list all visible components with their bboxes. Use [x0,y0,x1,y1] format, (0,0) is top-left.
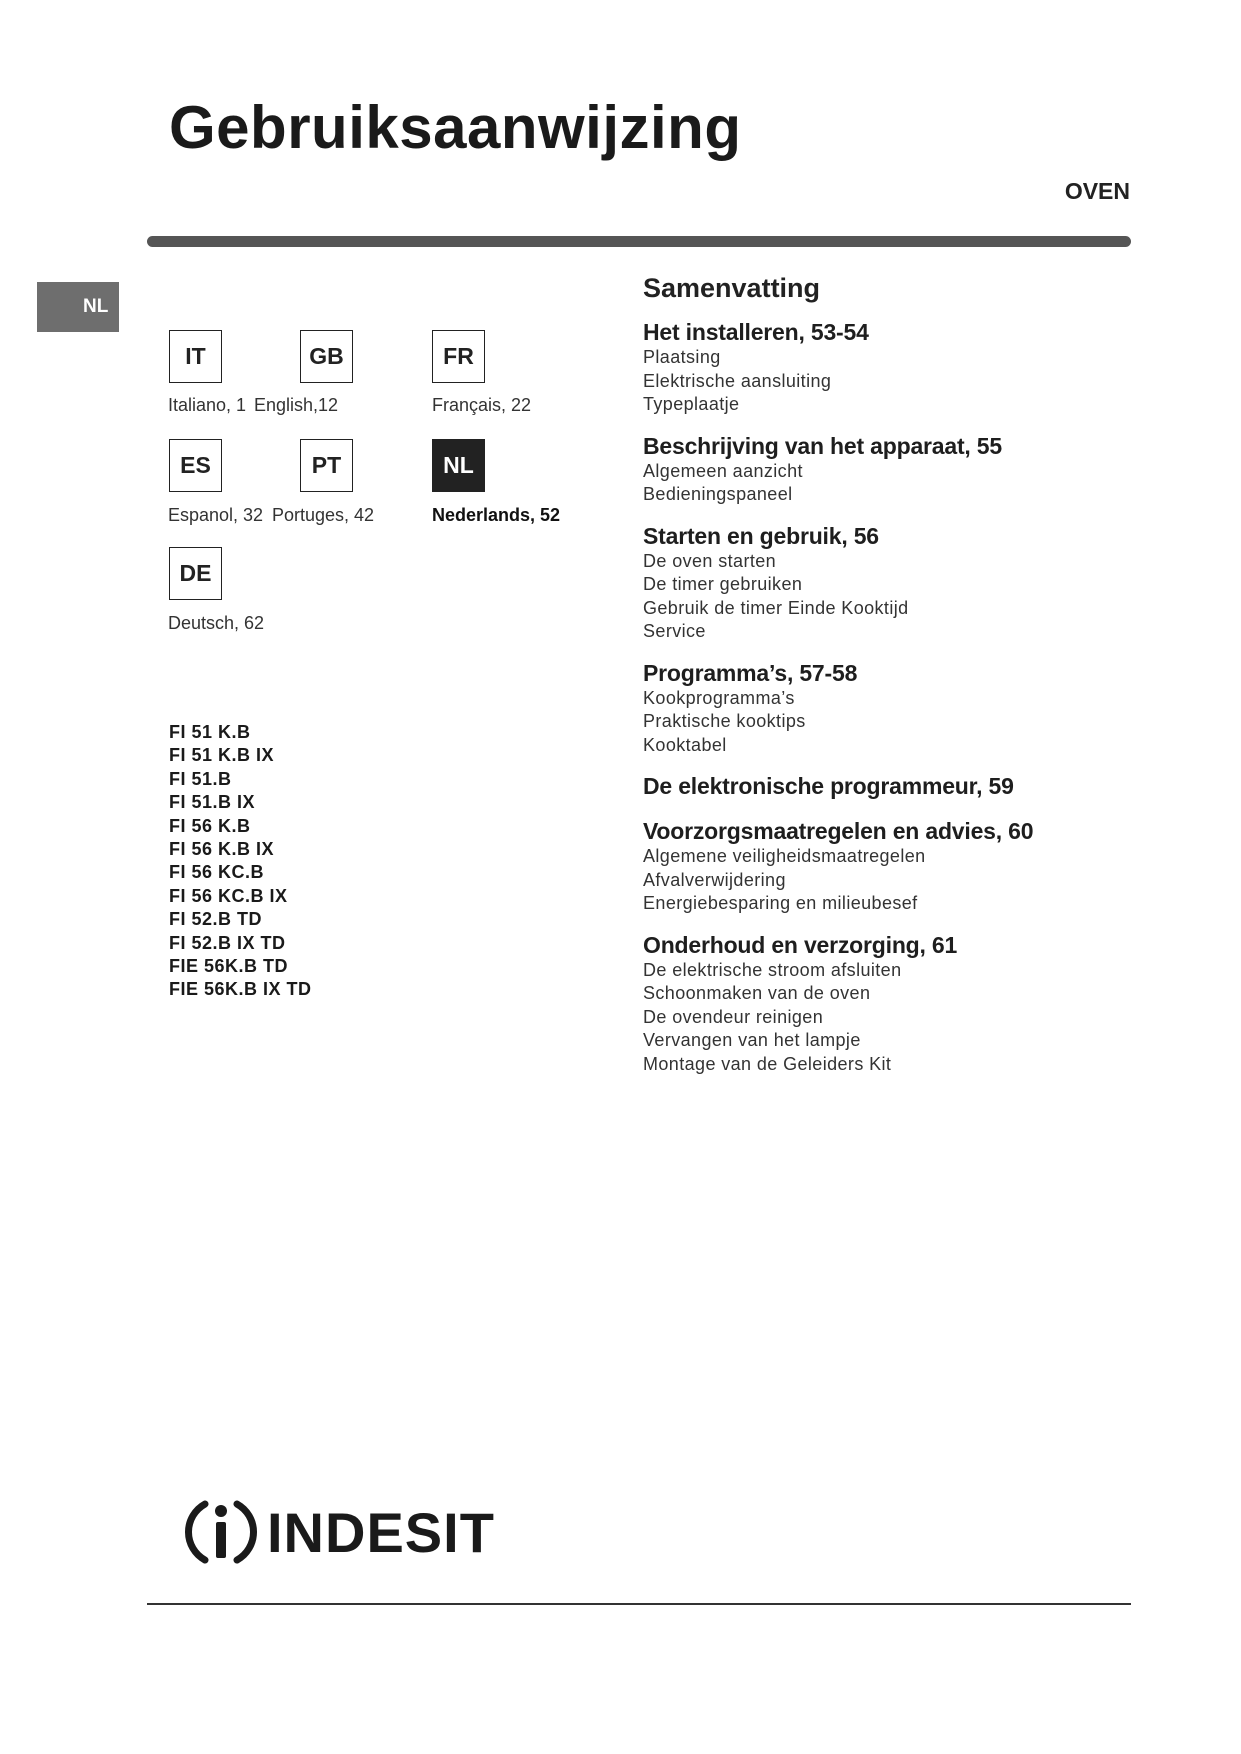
toc-item[interactable]: Energiebesparing en milieubesef [643,893,918,913]
language-side-tab: NL [37,282,119,332]
toc-item[interactable]: Afvalverwijdering [643,869,786,890]
product-type: OVEN [1064,178,1130,204]
toc-item[interactable]: Typeplaatje [643,394,740,414]
lang-label-es: Espanol, 32 [168,505,264,525]
toc-section-voorzorg [643,817,1203,916]
toc-item[interactable]: Service [643,621,706,641]
toc-item[interactable]: Kookprogramma’s [643,687,795,708]
lang-label-fr: Français, 22 [432,395,532,415]
toc-item[interactable]: Gebruik de timer Einde Kooktijd [643,597,909,618]
toc-item[interactable]: De oven starten [643,550,777,571]
brand-name: INDESIT [267,1500,495,1564]
toc-item[interactable]: De elektrische stroom afsluiten [643,959,902,980]
toc-section-beschrijving [643,432,1203,507]
toc-item[interactable]: Montage van de Geleiders Kit [643,1053,892,1074]
model-item: FI 51.B [169,768,232,789]
model-item: FI 56 KC.B IX [169,885,288,906]
lang-label-it: Italiano, 1 [168,395,247,415]
model-item: FI 52.B IX TD [169,932,286,953]
toc-section-title[interactable]: Beschrijving van het apparaat, 55 [643,432,1002,459]
model-item: FI 51 K.B IX [169,745,275,766]
toc-section-title[interactable]: Onderhoud en verzorging, 61 [643,931,958,958]
toc-section-title[interactable]: Voorzorgsmaatregelen en advies, 60 [643,818,1034,844]
toc-item[interactable]: Algemene veiligheidsmaatregelen [643,846,926,866]
lang-box-nl[interactable]: NL [432,439,485,492]
lang-box-it[interactable]: IT [169,330,222,383]
lang-box-de[interactable]: DE [169,547,222,600]
toc-section-programmas [643,659,1203,758]
lang-box-pt[interactable]: PT [300,439,353,492]
toc-section-title[interactable]: Programma’s, 57-58 [643,659,858,686]
toc-section-title[interactable]: Starten en gebruik, 56 [643,522,879,549]
indesit-i-icon [183,1494,259,1570]
toc-section-onderhoud [643,931,1203,1077]
model-item: FI 52.B TD [169,909,263,930]
model-item: FI 51 K.B [169,722,251,742]
toc-heading: Samenvatting [643,273,821,303]
toc-item[interactable]: Kooktabel [643,734,727,755]
lang-label-gb: English,12 [254,395,339,415]
toc-item[interactable]: De timer gebruiken [643,574,803,594]
footer-divider [147,1603,1131,1605]
toc-section-title[interactable]: De elektronische programmeur, 59 [643,773,1014,799]
toc-item[interactable]: Plaatsing [643,347,721,367]
model-item: FI 56 KC.B [169,862,265,883]
lang-label-nl: Nederlands, 52 [432,505,561,525]
toc-section-title[interactable]: Het installeren, 53-54 [643,319,869,345]
toc-item[interactable]: Schoonmaken van de oven [643,983,871,1003]
model-item: FIE 56K.B TD [169,956,289,977]
document-title: Gebruiksaanwijzing [169,94,742,161]
toc-item[interactable]: Praktische kooktips [643,711,806,731]
toc-section-starten [643,522,1203,644]
lang-label-de: Deutsch, 62 [168,613,265,633]
model-item: FI 51.B IX [169,792,256,813]
toc-section-installeren [643,318,1203,417]
model-list [169,721,312,1002]
toc-item[interactable]: De ovendeur reinigen [643,1006,824,1027]
header-divider [147,236,1131,247]
toc-item[interactable]: Bedieningspaneel [643,484,793,504]
table-of-contents [643,272,1203,1091]
model-item: FI 56 K.B IX [169,839,275,860]
indesit-logo [183,1494,495,1570]
toc-section-programmeur [643,772,1203,800]
model-item: FIE 56K.B IX TD [169,979,312,1000]
model-item: FI 56 K.B [169,815,251,836]
lang-box-es[interactable]: ES [169,439,222,492]
toc-item[interactable]: Algemeen aanzicht [643,460,803,481]
lang-label-pt: Portuges, 42 [272,505,375,525]
toc-item[interactable]: Vervangen van het lampje [643,1030,861,1050]
lang-box-fr[interactable]: FR [432,330,485,383]
lang-box-gb[interactable]: GB [300,330,353,383]
toc-item[interactable]: Elektrische aansluiting [643,370,832,391]
